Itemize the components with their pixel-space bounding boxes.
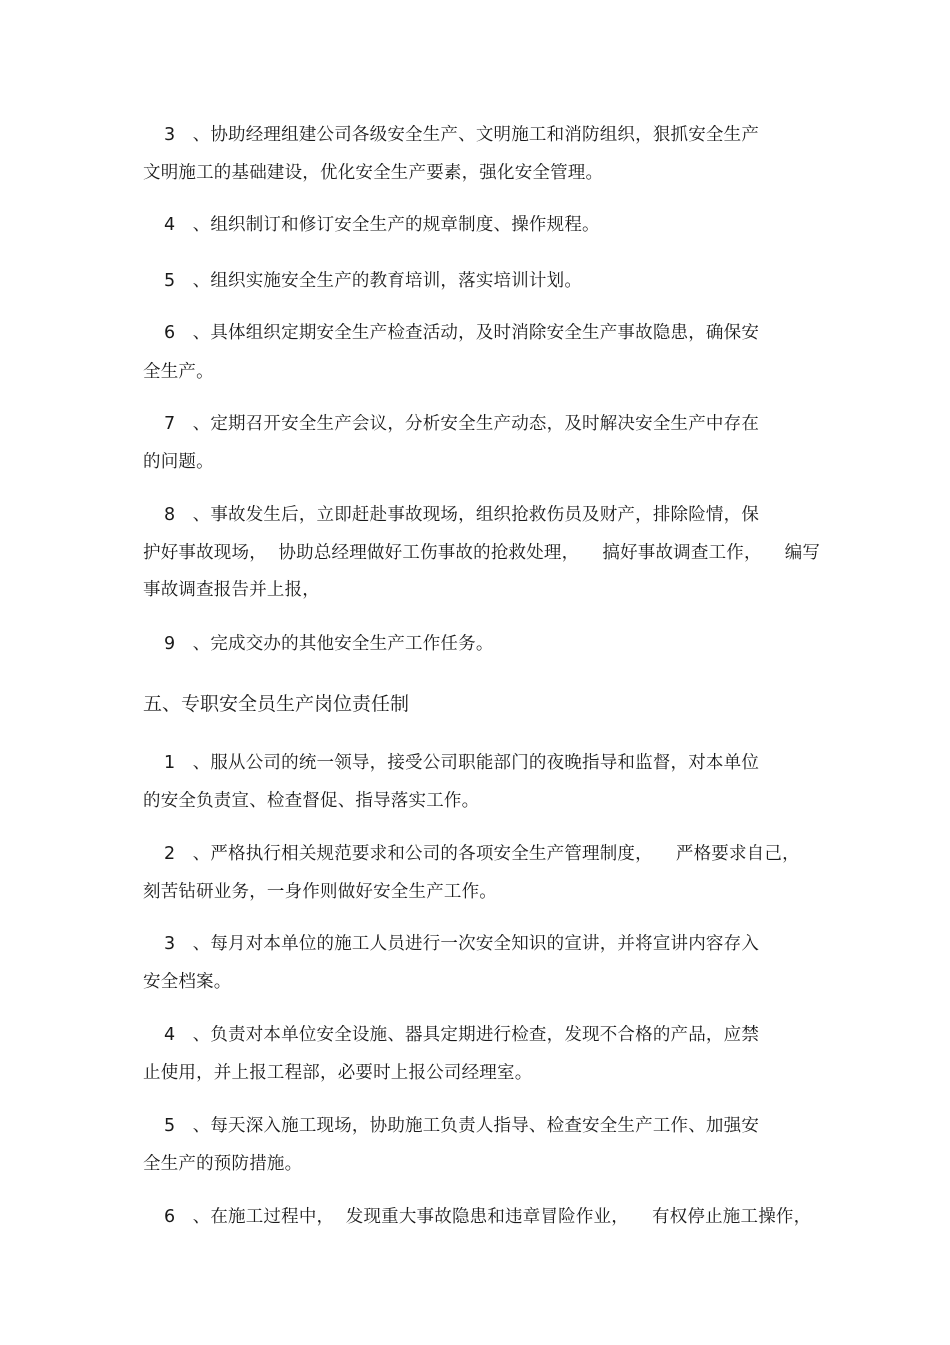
item-8-line-2: 护好事故现场， 协助总经理做好工伤事故的抢救处理， 搞好事故调查工作， 编写 bbox=[143, 543, 821, 563]
s5-item-5-line-2: 全生产的预防措施。 bbox=[143, 1154, 303, 1174]
s5-item-5-line-1: 5 、每天深入施工现场，协助施工负责人指导、检查安全生产工作、加强安 bbox=[164, 1116, 760, 1136]
s5-item-4-line-2: 止使用，并上报工程部，必要时上报公司经理室。 bbox=[143, 1063, 533, 1083]
section-5-heading: 五、专职安全员生产岗位责任制 bbox=[143, 693, 410, 715]
item-7-line-1: 7 、定期召开安全生产会议，分析安全生产动态，及时解决安全生产中存在 bbox=[164, 414, 760, 434]
item-9-line-1: 9 、完成交办的其他安全生产工作任务。 bbox=[164, 634, 494, 654]
s5-item-4-line-1: 4 、负责对本单位安全设施、器具定期进行检查，发现不合格的产品，应禁 bbox=[164, 1025, 760, 1045]
item-8-line-3: 事故调查报告并上报， bbox=[143, 580, 320, 600]
item-4-line-1: 4 、组织制订和修订安全生产的规章制度、操作规程。 bbox=[164, 215, 600, 235]
item-8-line-1: 8 、事故发生后，立即赶赴事故现场，组织抢救伤员及财产，排除险情，保 bbox=[164, 505, 760, 525]
item-6-line-2: 全生产。 bbox=[143, 362, 214, 382]
s5-item-2-line-1: 2 、严格执行相关规范要求和公司的各项安全生产管理制度， 严格要求自己， bbox=[164, 844, 800, 864]
item-6-line-1: 6 、具体组织定期安全生产检查活动，及时消除安全生产事故隐患，确保安 bbox=[164, 323, 760, 343]
item-3-line-2: 文明施工的基础建设，优化安全生产要素，强化安全管理。 bbox=[143, 163, 604, 183]
s5-item-2-line-2: 刻苦钻研业务，一身作则做好安全生产工作。 bbox=[143, 882, 497, 902]
s5-item-1-line-2: 的安全负责宣、检查督促、指导落实工作。 bbox=[143, 791, 480, 811]
item-5-line-1: 5 、组织实施安全生产的教育培训，落实培训计划。 bbox=[164, 271, 583, 291]
s5-item-3-line-1: 3 、每月对本单位的施工人员进行一次安全知识的宣讲，并将宣讲内容存入 bbox=[164, 934, 760, 954]
item-3-line-1: 3 、协助经理组建公司各级安全生产、文明施工和消防组织，狠抓安全生产 bbox=[164, 125, 760, 145]
item-7-line-2: 的问题。 bbox=[143, 452, 214, 472]
s5-item-3-line-2: 安全档案。 bbox=[143, 972, 232, 992]
s5-item-1-line-1: 1 、服从公司的统一领导，接受公司职能部门的夜晚指导和监督，对本单位 bbox=[164, 753, 760, 773]
s5-item-6-line-1: 6 、在施工过程中， 发现重大事故隐患和违章冒险作业， 有权停止施工操作， bbox=[164, 1207, 812, 1227]
